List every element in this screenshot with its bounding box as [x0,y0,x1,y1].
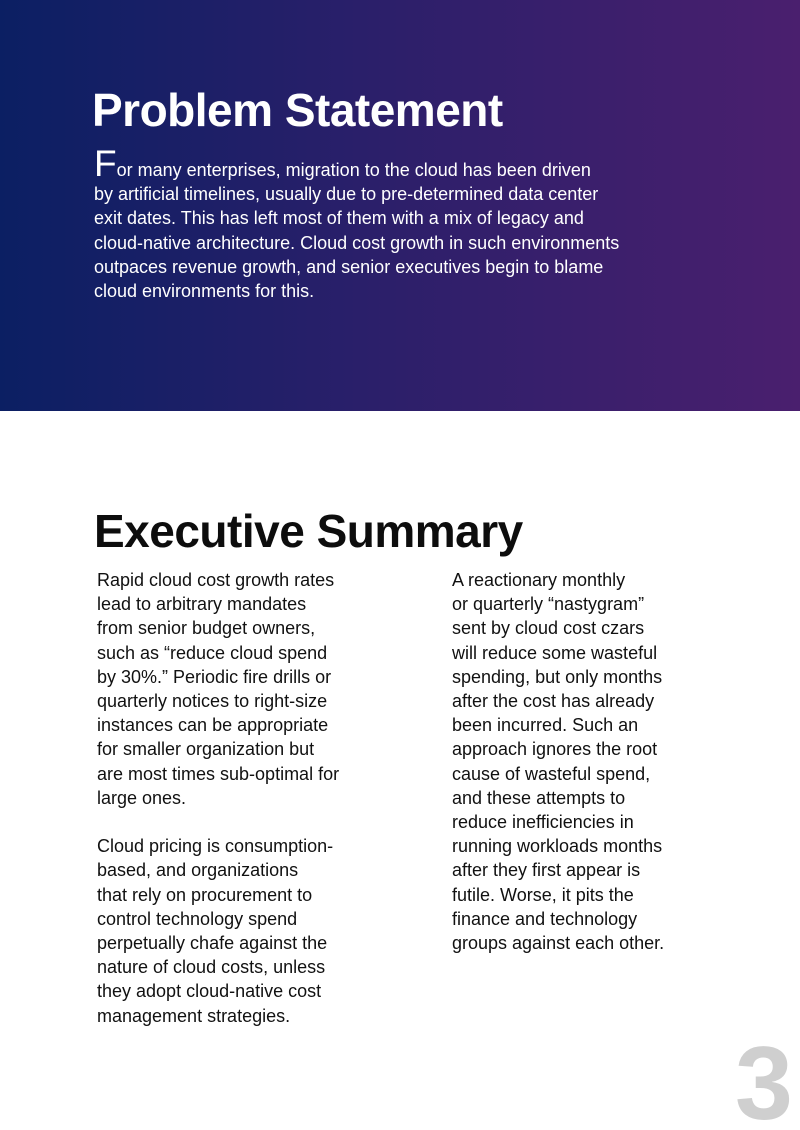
problem-statement-banner [0,0,800,411]
column-line: nature of cloud costs, unless [97,957,326,978]
paragraph-spacer [97,810,397,834]
column-line: from senior budget owners, [97,618,316,639]
column-line: instances can be appropriate [97,715,329,736]
column-line: after the cost has already [452,691,655,712]
column-line: for smaller organization but [97,739,315,760]
executive-summary-heading: Executive Summary [94,505,523,557]
column-line: control technology spend [97,908,298,929]
column-line: they adopt cloud-native cost [97,981,322,1002]
column-line: such as “reduce cloud spend [97,642,328,663]
drop-cap: F [94,143,117,184]
column-line: futile. Worse, it pits the [452,884,634,905]
paragraph-line [94,143,694,184]
column-line: reduce inefficiencies in [452,812,634,833]
paragraph-line: exit dates. This has left most of them with a mix of legacy and [94,208,584,229]
page-number [730,1030,800,1130]
paragraph-line: cloud environments for this. [94,281,315,302]
column-line: sent by cloud cost czars [452,618,645,639]
column-line: and these attempts to [452,787,626,808]
executive-summary-left-column [97,568,397,1028]
column-line: spending, but only months [452,666,663,687]
column-line: are most times sub-optimal for [97,763,340,784]
column-line: large ones. [97,787,187,808]
column-line: lead to arbitrary mandates [97,594,307,615]
column-line: running workloads months [452,836,663,857]
column-line: been incurred. Such an [452,715,639,736]
column-line: will reduce some wasteful [452,642,658,663]
paragraph-line-text: or many enterprises, migration to the cloud has been driven [116,160,591,180]
column-line: after they first appear is [452,860,641,881]
column-line: groups against each other. [452,933,665,954]
paragraph-line: by artificial timelines, usually due to pre-determined data center [94,184,599,205]
column-line: based, and organizations [97,860,299,881]
column-line: A reactionary monthly [452,570,626,590]
column-line: quarterly notices to right-size [97,691,328,712]
column-line: Cloud pricing is consumption- [97,836,334,857]
column-line: by 30%.” Periodic fire drills or [97,666,332,687]
paragraph-line: outpaces revenue growth, and senior executives begin to blame [94,256,604,277]
paragraph-line: cloud-native architecture. Cloud cost growth in such environments [94,232,620,253]
column-line: that rely on procurement to [97,884,313,905]
executive-summary-right-column [452,568,752,955]
column-line: cause of wasteful spend, [452,763,651,784]
column-line: approach ignores the root [452,739,658,760]
column-line: Rapid cloud cost growth rates [97,570,335,590]
page-number-text: 3 [735,1030,793,1130]
column-line: management strategies. [97,1005,291,1026]
column-line: finance and technology [452,908,638,929]
column-line: or quarterly “nastygram” [452,594,645,615]
problem-statement-paragraph [94,143,694,303]
problem-statement-heading: Problem Statement [92,84,503,136]
column-line: perpetually chafe against the [97,933,328,954]
